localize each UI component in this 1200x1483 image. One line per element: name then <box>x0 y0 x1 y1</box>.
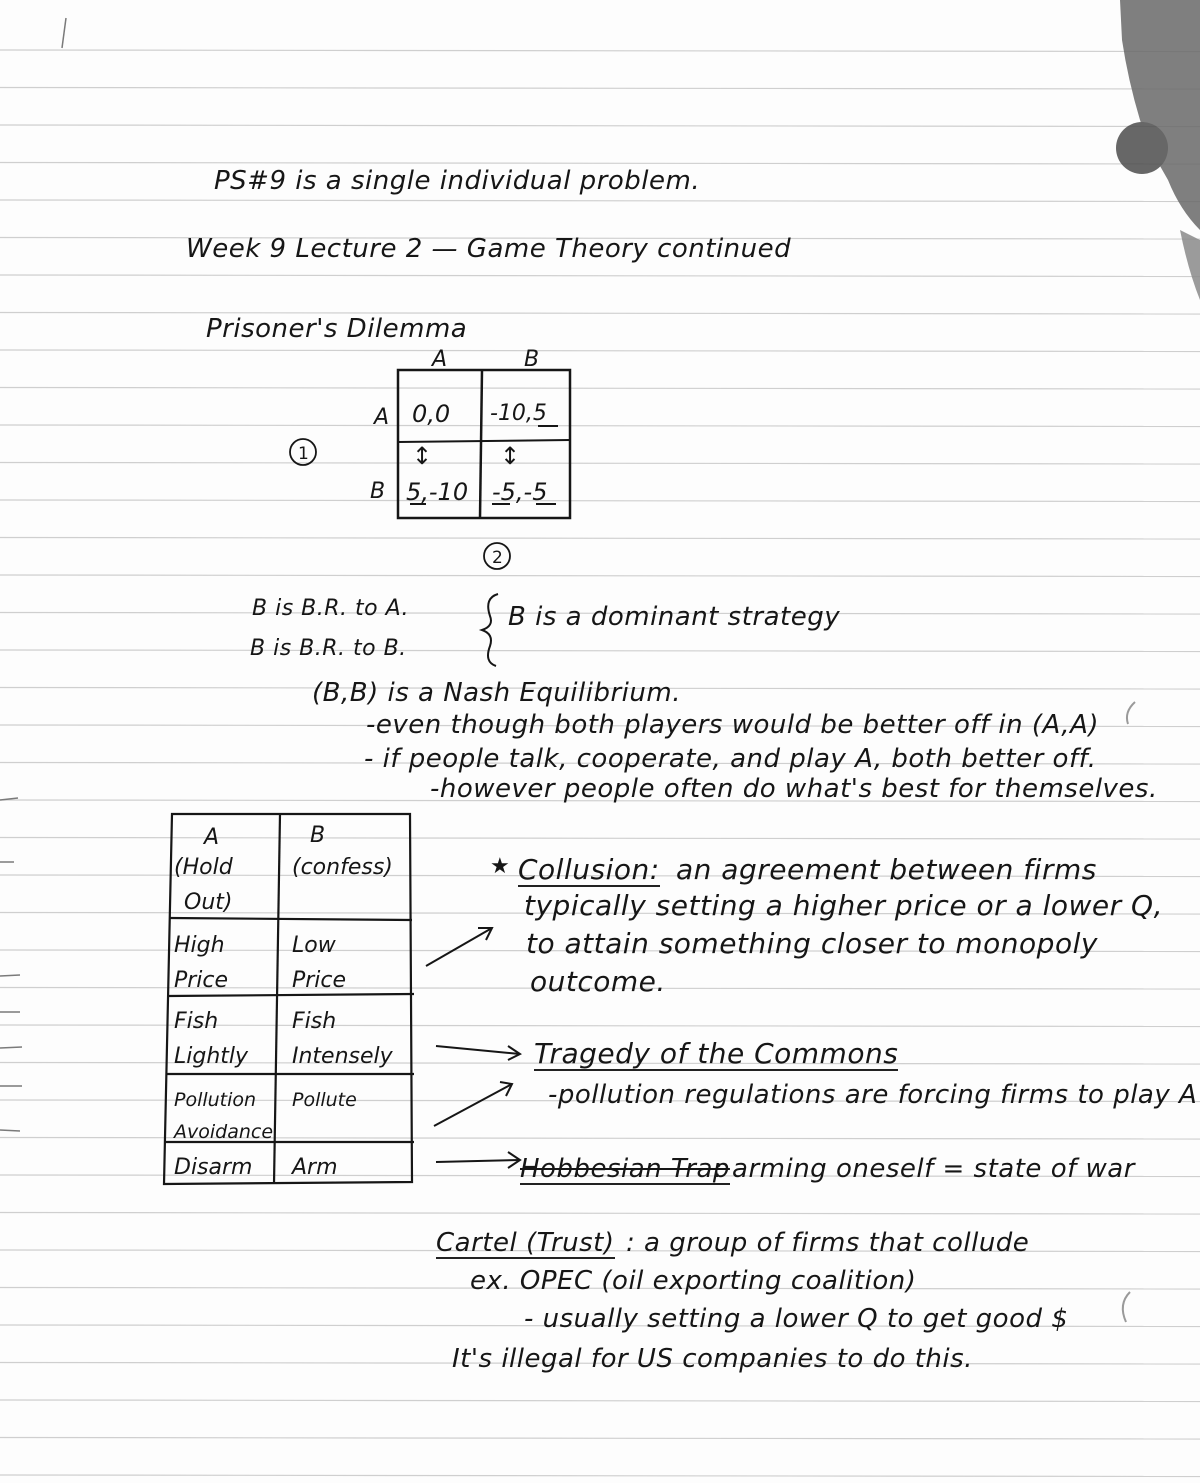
better-off-note: -even though both players would be better off in (A,A) <box>366 710 1099 740</box>
curly-brace <box>476 590 506 670</box>
strategy-table <box>160 808 420 1188</box>
collusion-term: Collusion: <box>518 853 660 886</box>
payoff-matrix <box>280 340 600 580</box>
table-cell-a-5-line-1: Disarm <box>174 1155 253 1180</box>
rule-line <box>0 200 1200 202</box>
cartel-def: : a group of firms that collude <box>626 1228 1030 1258</box>
cell-b-a: 5,-10 <box>406 478 469 506</box>
pd-col-a: A <box>432 347 448 372</box>
player-two-number: 2 <box>492 548 503 568</box>
collusion-def-2: typically setting a higher price or a lower Q, <box>524 889 1163 922</box>
pd-row-b: B <box>370 479 386 504</box>
table-cell-b-5-line-1: Arm <box>292 1155 338 1180</box>
vertical-arrow-icon: ↕ <box>500 442 521 470</box>
tragedy-of-commons-term: Tragedy of the Commons <box>534 1037 899 1070</box>
cell-a-a: 0,0 <box>412 400 451 428</box>
cooperate-note: - if people talk, cooperate, and play A, both better off. <box>364 744 1097 774</box>
collusion-def-4: outcome. <box>530 965 666 998</box>
rule-line <box>0 50 1200 52</box>
rule-line <box>0 1400 1200 1402</box>
pd-row-a: A <box>374 405 390 430</box>
pollution-regulation-note: -pollution regulations are forcing firms to play A <box>548 1080 1198 1110</box>
rule-line <box>0 500 1200 502</box>
arrow-tragedy <box>436 1046 520 1054</box>
table-cell-a-1-line-1: (Hold <box>174 855 233 880</box>
table-cell-b-3-line-1: Fish <box>292 1009 337 1034</box>
table-cell-b-4-line-1: Pollute <box>292 1089 357 1111</box>
arrow-pollution <box>434 1084 512 1126</box>
table-cell-b-2-line-2: Price <box>292 968 347 993</box>
cartel-term: Cartel (Trust) <box>436 1228 615 1258</box>
table-cell-a-3-line-1: Fish <box>174 1009 219 1034</box>
rule-line <box>0 538 1200 540</box>
table-cell-a-3-line-2: Lightly <box>174 1044 249 1069</box>
rule-line <box>0 350 1200 352</box>
arrow-collusion <box>426 928 492 966</box>
rule-line <box>0 275 1200 277</box>
rule-line <box>0 125 1200 127</box>
rule-line <box>0 388 1200 390</box>
table-cell-b-1-line-1: (confess) <box>292 855 393 880</box>
vertical-arrow-icon: ↕ <box>412 442 433 470</box>
cell-b-b: -5,-5 <box>492 478 548 506</box>
pd-col-b: B <box>524 347 540 372</box>
table-header-b: B <box>310 823 326 848</box>
table-cell-a-4-line-1: Pollution <box>174 1089 257 1111</box>
collusion-def-1: an agreement between firms <box>676 853 1097 886</box>
lecture-heading: Week 9 Lecture 2 — Game Theory continued <box>186 234 792 264</box>
binder-clip-shadow <box>1116 0 1200 300</box>
table-arrows <box>420 920 530 1180</box>
problem-set-heading: PS#9 is a single individual problem. <box>214 166 701 196</box>
arrow-hobbes <box>436 1160 520 1162</box>
nash-equilibrium-note: (B,B) is a Nash Equilibrium. <box>312 678 681 708</box>
payoff-grid-vertical <box>480 370 482 518</box>
rule-line <box>0 425 1200 427</box>
self-interest-note: -however people often do what's best for themselves. <box>430 774 1158 804</box>
table-header-a: A <box>204 825 220 850</box>
cartel-illegal-note: It's illegal for US companies to do this. <box>452 1344 973 1374</box>
player-one-number: 1 <box>298 444 309 464</box>
rule-line <box>0 575 1200 577</box>
best-response-line-2: B is B.R. to B. <box>250 636 407 661</box>
table-cell-a-2-line-2: Price <box>174 968 229 993</box>
rule-line <box>0 163 1200 165</box>
rule-line <box>0 1438 1200 1440</box>
table-cell-a-2-line-1: High <box>174 933 225 958</box>
rule-line <box>0 1475 1200 1477</box>
cartel-example: ex. OPEC (oil exporting coalition) <box>470 1266 917 1296</box>
dominant-strategy-note: B is a dominant strategy <box>508 602 841 632</box>
best-response-line-1: B is B.R. to A. <box>252 596 410 621</box>
cell-a-b: -10,5 <box>490 401 547 426</box>
collusion-def-3: to attain something closer to monopoly <box>526 927 1098 960</box>
rule-line <box>0 88 1200 90</box>
hobbesian-trap-def: : arming oneself = state of war <box>714 1154 1135 1184</box>
rule-line <box>0 650 1200 652</box>
table-cell-a-4-line-2: Avoidance <box>174 1121 274 1143</box>
table-cell-b-2-line-1: Low <box>292 933 336 958</box>
prisoners-dilemma-title: Prisoner's Dilemma <box>206 314 468 344</box>
rule-line <box>0 1213 1200 1215</box>
table-cell-b-3-line-2: Intensely <box>292 1044 393 1069</box>
rule-line <box>0 463 1200 465</box>
star-icon: ★ <box>490 854 511 879</box>
hobbesian-trap-term: Hobbesian Trap <box>520 1154 730 1184</box>
rule-line <box>0 313 1200 315</box>
cartel-lower-q-note: - usually setting a lower Q to get good $ <box>524 1304 1069 1334</box>
table-cell-a-1-line-2: Out) <box>184 890 233 915</box>
